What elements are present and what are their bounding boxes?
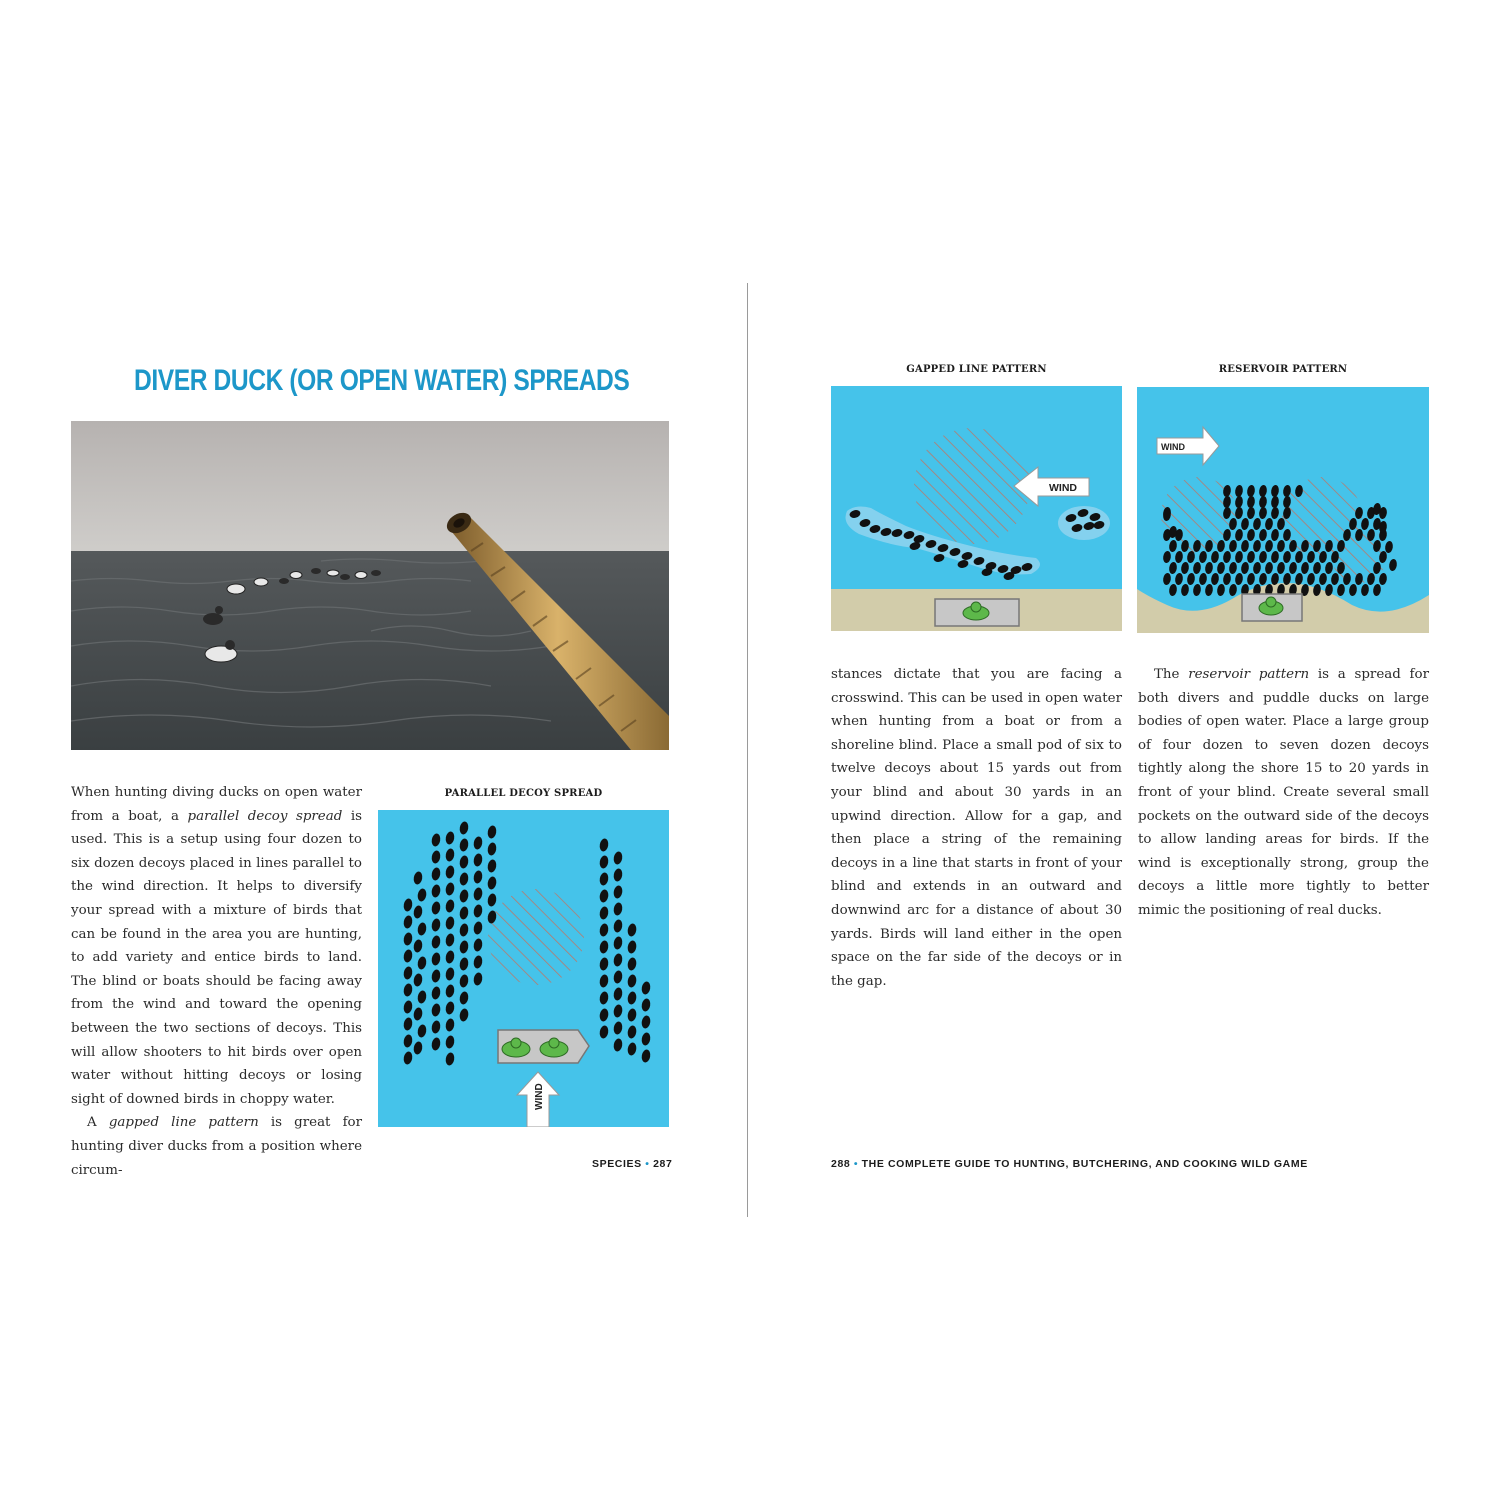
blind: [1242, 594, 1302, 621]
paragraph: The reservoir pattern is a spread for both divers and puddle ducks on large bodies of open water. Place a large group of four dozen to seven dozen decoys tightly along the shore 15 to 20 yards in front of your blind. Create several small pockets on the outward side of the decoys to allow landing areas for birds. If the wind is exceptionally strong, group the decoys a little more tightly to better mimic the positioning of real ducks.: [1138, 667, 1429, 918]
footer-book-title: THE COMPLETE GUIDE TO HUNTING, BUTCHERING, AND COOKING WILD GAME: [861, 1158, 1308, 1170]
left-body-text: [71, 781, 362, 1182]
decoy-spread-photo: [71, 421, 669, 750]
left-page-footer: [592, 1158, 672, 1170]
page-spine: [747, 283, 748, 1217]
page-heading: DIVER DUCK (OR OPEN WATER) SPREADS: [134, 364, 630, 397]
figure-caption-parallel: PARALLEL DECOY SPREAD: [444, 788, 603, 799]
right-page-footer: [831, 1158, 1308, 1170]
reservoir-diagram: [1137, 387, 1429, 633]
footer-section: SPECIES: [592, 1158, 642, 1170]
gapped-line-diagram: [831, 386, 1122, 631]
parallel-decoy-diagram: [378, 810, 669, 1127]
term: parallel decoy spread: [187, 808, 343, 824]
paragraph: When hunting diving ducks on open water from a boat, a parallel decoy spread is used. This is a setup using four dozen to six dozen decoys placed in lines parallel to the wind direction. It helps to diversify your spread with a mixture of birds that can be found in the area you are hunting, to add variety and entice birds to land. The blind or boats should be facing away from the wind and toward the opening between the two sections of decoys. This will allow shooters to hit birds over open water without hitting decoys or losing sight of downed birds in choppy water.: [71, 785, 362, 1107]
right-body-col2: [1138, 663, 1429, 923]
right-body-col1: [831, 663, 1122, 993]
footer-separator: •: [853, 1158, 859, 1170]
figure-caption-reservoir: RESERVOIR PATTERN: [1218, 364, 1348, 375]
paragraph: stances dictate that you are facing a crosswind. This can be used in open water when hunting from a boat or from a shoreline blind. Place a small pod of six to twelve decoys about 15 yards out from your blind and about 30 yards in an upwind direction. Allow for a gap, and then place a string of the remaining decoys in a line that starts in front of your blind and extends in an outward and downwind arc for a distance of about 30 yards. Birds will land either in the open space on the far side of the decoys or in the gap.: [831, 667, 1122, 989]
svg-text:WIND: WIND: [534, 1083, 545, 1110]
figure-caption-gapped: GAPPED LINE PATTERN: [906, 364, 1047, 375]
page-number: 288: [831, 1158, 851, 1170]
blind: [935, 599, 1019, 626]
footer-separator: •: [645, 1158, 650, 1170]
term: gapped line pattern: [108, 1115, 259, 1131]
svg-text:WIND: WIND: [1049, 482, 1077, 494]
blind: [498, 1030, 589, 1063]
term: reservoir pattern: [1188, 667, 1310, 682]
svg-text:WIND: WIND: [1161, 442, 1185, 452]
paragraph: A gapped line pattern is great for hunting diver ducks from a position where circum-: [71, 1115, 363, 1178]
page-number: 287: [653, 1158, 673, 1170]
